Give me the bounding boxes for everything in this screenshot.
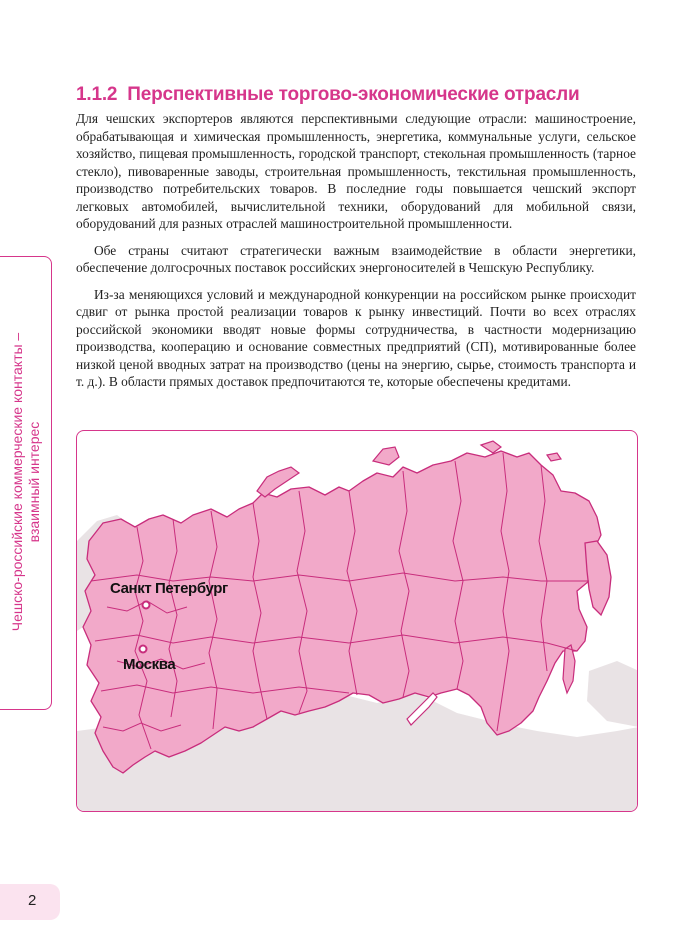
russia-sakhalin: [563, 645, 575, 693]
chapter-side-title-line1: Чешско-российские коммерческие контакты –: [9, 332, 25, 632]
body-text: [76, 110, 636, 400]
paragraph-1: Для чешских экспортеров являются перспективными следующие отрасли: машиностроение, обрабатывающая и химическая промышленность, энергетика, коммунальные услуги, сельское хозяйство, пищевая промышленность, городской транспорт, стекольная промышленность (тарное стекло), пивоваренные заводы, строительная промышленность, текстильная промышленность, производство потребительских товаров. В последние годы повышается чешский экспорт легковых автомобилей, вычислительной техники, оборудований для мобильной связи, оборудований для разных отраслей машиностроительной промышленности.: [76, 111, 636, 231]
page-number-box: [0, 884, 60, 920]
section-heading: [76, 84, 580, 106]
paragraph-2: Обе страны считают стратегически важным взаимодействие в области энергетики, обеспечение долгосрочных поставок российских энергоносителей в Чешскую Республику.: [76, 242, 636, 275]
russia-map-frame: [76, 430, 638, 812]
chapter-side-title: [9, 257, 43, 707]
moscow-marker: [140, 646, 147, 653]
russia-kamchatka: [585, 541, 611, 615]
chapter-side-title-line2: взаимный интерес: [26, 421, 42, 543]
section-title: Перспективные торгово-экономические отрасли: [127, 84, 580, 105]
spb-label: Санкт Петербург: [110, 580, 228, 597]
spb-marker: [143, 602, 150, 609]
russia-map: [77, 431, 638, 812]
russia-severnaya-zemlya: [373, 447, 399, 465]
page-number: 2: [28, 892, 37, 909]
section-number: 1.1.2: [76, 84, 118, 105]
moscow-label: Москва: [123, 656, 176, 673]
neighbor-land-east: [587, 661, 638, 727]
russia-new-siberian-islands: [481, 441, 501, 453]
russia-wrangel-island: [547, 453, 561, 461]
paragraph-3: Из-за меняющихся условий и международной конкуренции на российском рынке происходит сдвиг от рынка простой реализации товаров к рынку инвестиций. Почти во всех отраслях российской экономики вводят новые формы сотрудничества, в частности модернизацию производства, кооперацию и основание совместных предприятий (СП), мотивированные более низкой ценой вводных затрат на производство (цены на энергию, сырье, стоимость транспорта и т. д.). В области прямых доставок предпочитаются те, которые обеспечены кредитами.: [76, 286, 636, 389]
